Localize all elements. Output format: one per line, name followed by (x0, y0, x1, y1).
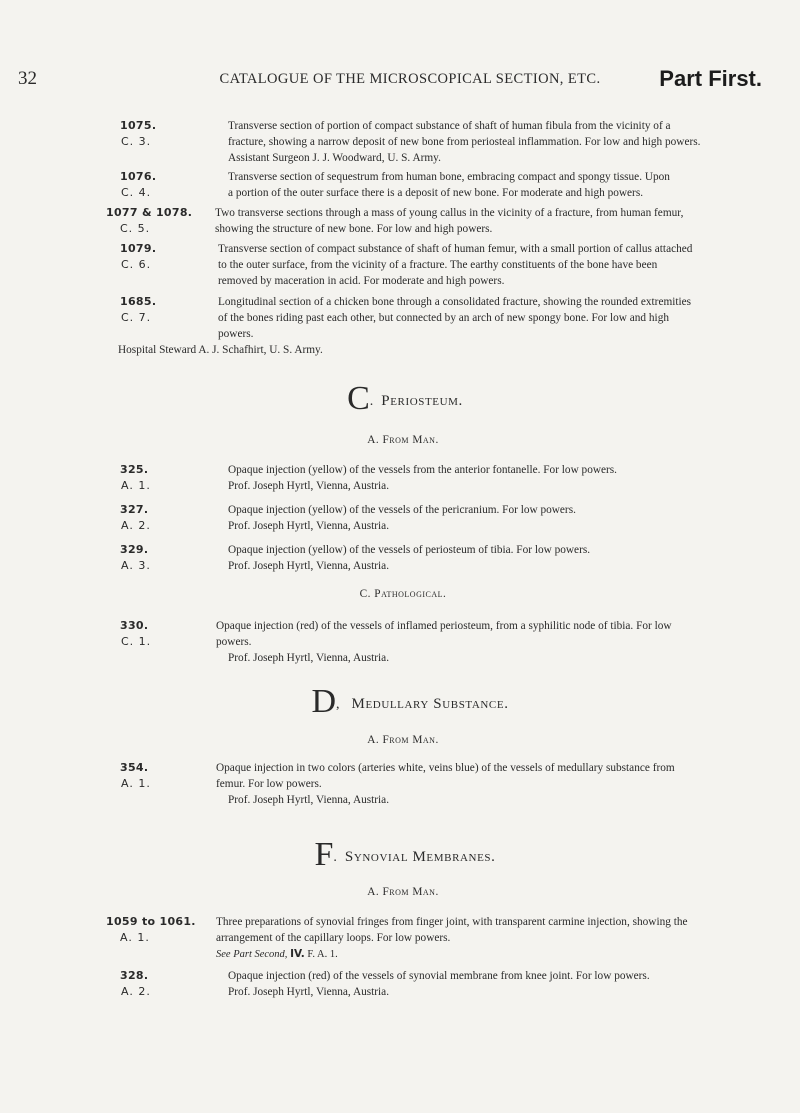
entry-line: Opaque injection (red) of the vessels of inflamed periosteum, from a syphilitic node of tibia. For low (216, 620, 672, 632)
entry-1079 (117, 241, 762, 289)
entry-line: Prof. Joseph Hyrtl, Vienna, Austria. (228, 520, 390, 532)
section-letter: D (311, 683, 337, 720)
entry-line: Transverse section of compact substance of shaft of human femur, with a small portion of callus attached (218, 243, 693, 255)
entry-line: femur. For low powers. (216, 778, 322, 790)
subsection-from-man: A. From Man. (367, 434, 439, 446)
entry-line: of the bones riding past each other, but connected by an arch of new spongy bone. For low and high (218, 312, 669, 324)
entry-code: A. 1. (121, 479, 151, 492)
entry-325 (117, 462, 762, 494)
entry-line: showing the structure of new bone. For low and high powers. (215, 223, 493, 235)
section-letter: F (314, 836, 334, 873)
page-header (18, 66, 762, 96)
entry-code: C. 5. (120, 222, 151, 235)
see-also-reference: See Part Second, IV. F. A. 1. (216, 948, 338, 960)
entry-328 (117, 968, 762, 1000)
entry-line: Prof. Joseph Hyrtl, Vienna, Austria. (228, 986, 390, 998)
entry-code: C. 1. (121, 635, 152, 648)
entry-code: C. 3. (121, 135, 152, 148)
entry-line: to the outer surface, from the vicinity of a fracture. The earthy constituents of the bone have been (218, 259, 658, 271)
entry-number: 328. (120, 969, 149, 982)
entry-line: Prof. Joseph Hyrtl, Vienna, Austria. (228, 560, 390, 572)
entry-line: removed by maceration in acid. For moderate and high powers. (218, 275, 505, 287)
entry-number: 330. (120, 619, 149, 632)
entry-number: 1076. (120, 170, 157, 183)
entry-329 (117, 542, 762, 574)
entry-line: Opaque injection (yellow) of the vessels of the pericranium. For low powers. (228, 504, 576, 516)
entry-number: 354. (120, 761, 149, 774)
subsection-pathological: C. Pathological. (359, 588, 447, 600)
subsection-from-man: A. From Man. (367, 734, 439, 746)
entry-line: Opaque injection (yellow) of the vessels from the anterior fontanelle. For low powers. (228, 464, 618, 476)
subsection-from-man: A. From Man. (367, 886, 439, 898)
entry-1059-1061 (106, 914, 762, 962)
running-title: CATALOGUE OF THE MICROSCOPICAL SECTION, ETC. (219, 71, 601, 87)
entry-1076 (117, 169, 762, 201)
entry-line: a portion of the outer surface there is a deposit of new bone. For moderate and high powers. (228, 187, 644, 199)
entry-code: C. 7. (121, 311, 152, 324)
entry-code: A. 2. (121, 985, 151, 998)
entry-line: Longitudinal section of a chicken bone through a consolidated fracture, showing the rounded extremities (218, 296, 692, 308)
section-title: Synovial Membranes. (344, 849, 496, 865)
entry-line: Prof. Joseph Hyrtl, Vienna, Austria. (228, 480, 390, 492)
entry-line: Transverse section of sequestrum from human bone, embracing compact and spongy tissue. Upon (228, 171, 670, 183)
part-label: Part First. (659, 66, 762, 91)
entry-line: powers. (216, 636, 252, 648)
entry-number: 1075. (120, 119, 157, 132)
entry-line: powers. (218, 328, 254, 340)
entry-code: A. 3. (121, 559, 151, 572)
section-letter: C (347, 380, 370, 417)
entry-line: Prof. Joseph Hyrtl, Vienna, Austria. (228, 652, 390, 664)
entry-code: A. 1. (120, 931, 150, 944)
section-title: Medullary Substance. (351, 696, 509, 712)
entry-line: arrangement of the capillary loops. For low powers. (216, 932, 451, 944)
entry-line: Opaque injection in two colors (arteries white, veins blue) of the vessels of medullary substance from (216, 762, 675, 774)
entry-line: Transverse section of portion of compact substance of shaft of human fibula from the vicinity of a (228, 120, 671, 132)
section-title: Periosteum. (381, 393, 463, 409)
entry-number: 327. (120, 503, 149, 516)
section-d-heading: D, Medullary Substance. (311, 683, 509, 720)
entry-code: A. 2. (121, 519, 151, 532)
entry-1075 (117, 118, 762, 166)
entry-line: Opaque injection (yellow) of the vessels of periosteum of tibia. For low powers. (228, 544, 591, 556)
entry-line: fracture, showing a narrow deposit of new bone from periosteal inflammation. For low and high powers. (228, 136, 701, 148)
entry-code: C. 6. (121, 258, 152, 271)
entry-line: Three preparations of synovial fringes from finger joint, with transparent carmine injection, showing the (216, 916, 688, 928)
entry-number: 1059 to 1061. (106, 915, 196, 928)
entry-number: 325. (120, 463, 149, 476)
entry-1077-1078 (106, 205, 762, 237)
entry-330 (117, 618, 762, 666)
entry-line: Prof. Joseph Hyrtl, Vienna, Austria. (228, 794, 390, 806)
entry-number: 329. (120, 543, 149, 556)
entry-line: Assistant Surgeon J. J. Woodward, U. S. Army. (228, 152, 441, 164)
page-number: 32 (18, 68, 37, 89)
entry-number: 1079. (120, 242, 157, 255)
entry-1685 (117, 294, 762, 342)
entry-number: 1685. (120, 295, 157, 308)
entry-number: 1077 & 1078. (106, 206, 193, 219)
entry-line: Opaque injection (red) of the vessels of synovial membrane from knee joint. For low powers. (228, 970, 650, 982)
steward-credit: Hospital Steward A. J. Schafhirt, U. S. Army. (118, 344, 323, 356)
entry-354 (117, 760, 762, 808)
entry-code: C. 4. (121, 186, 152, 199)
section-f-heading: F. Synovial Membranes. (314, 836, 496, 873)
entry-line: Two transverse sections through a mass of young callus in the vicinity of a fracture, from human femur, (215, 207, 684, 219)
entry-code: A. 1. (121, 777, 151, 790)
entry-327 (117, 502, 762, 534)
section-c-heading: C. Periosteum. (347, 380, 463, 417)
